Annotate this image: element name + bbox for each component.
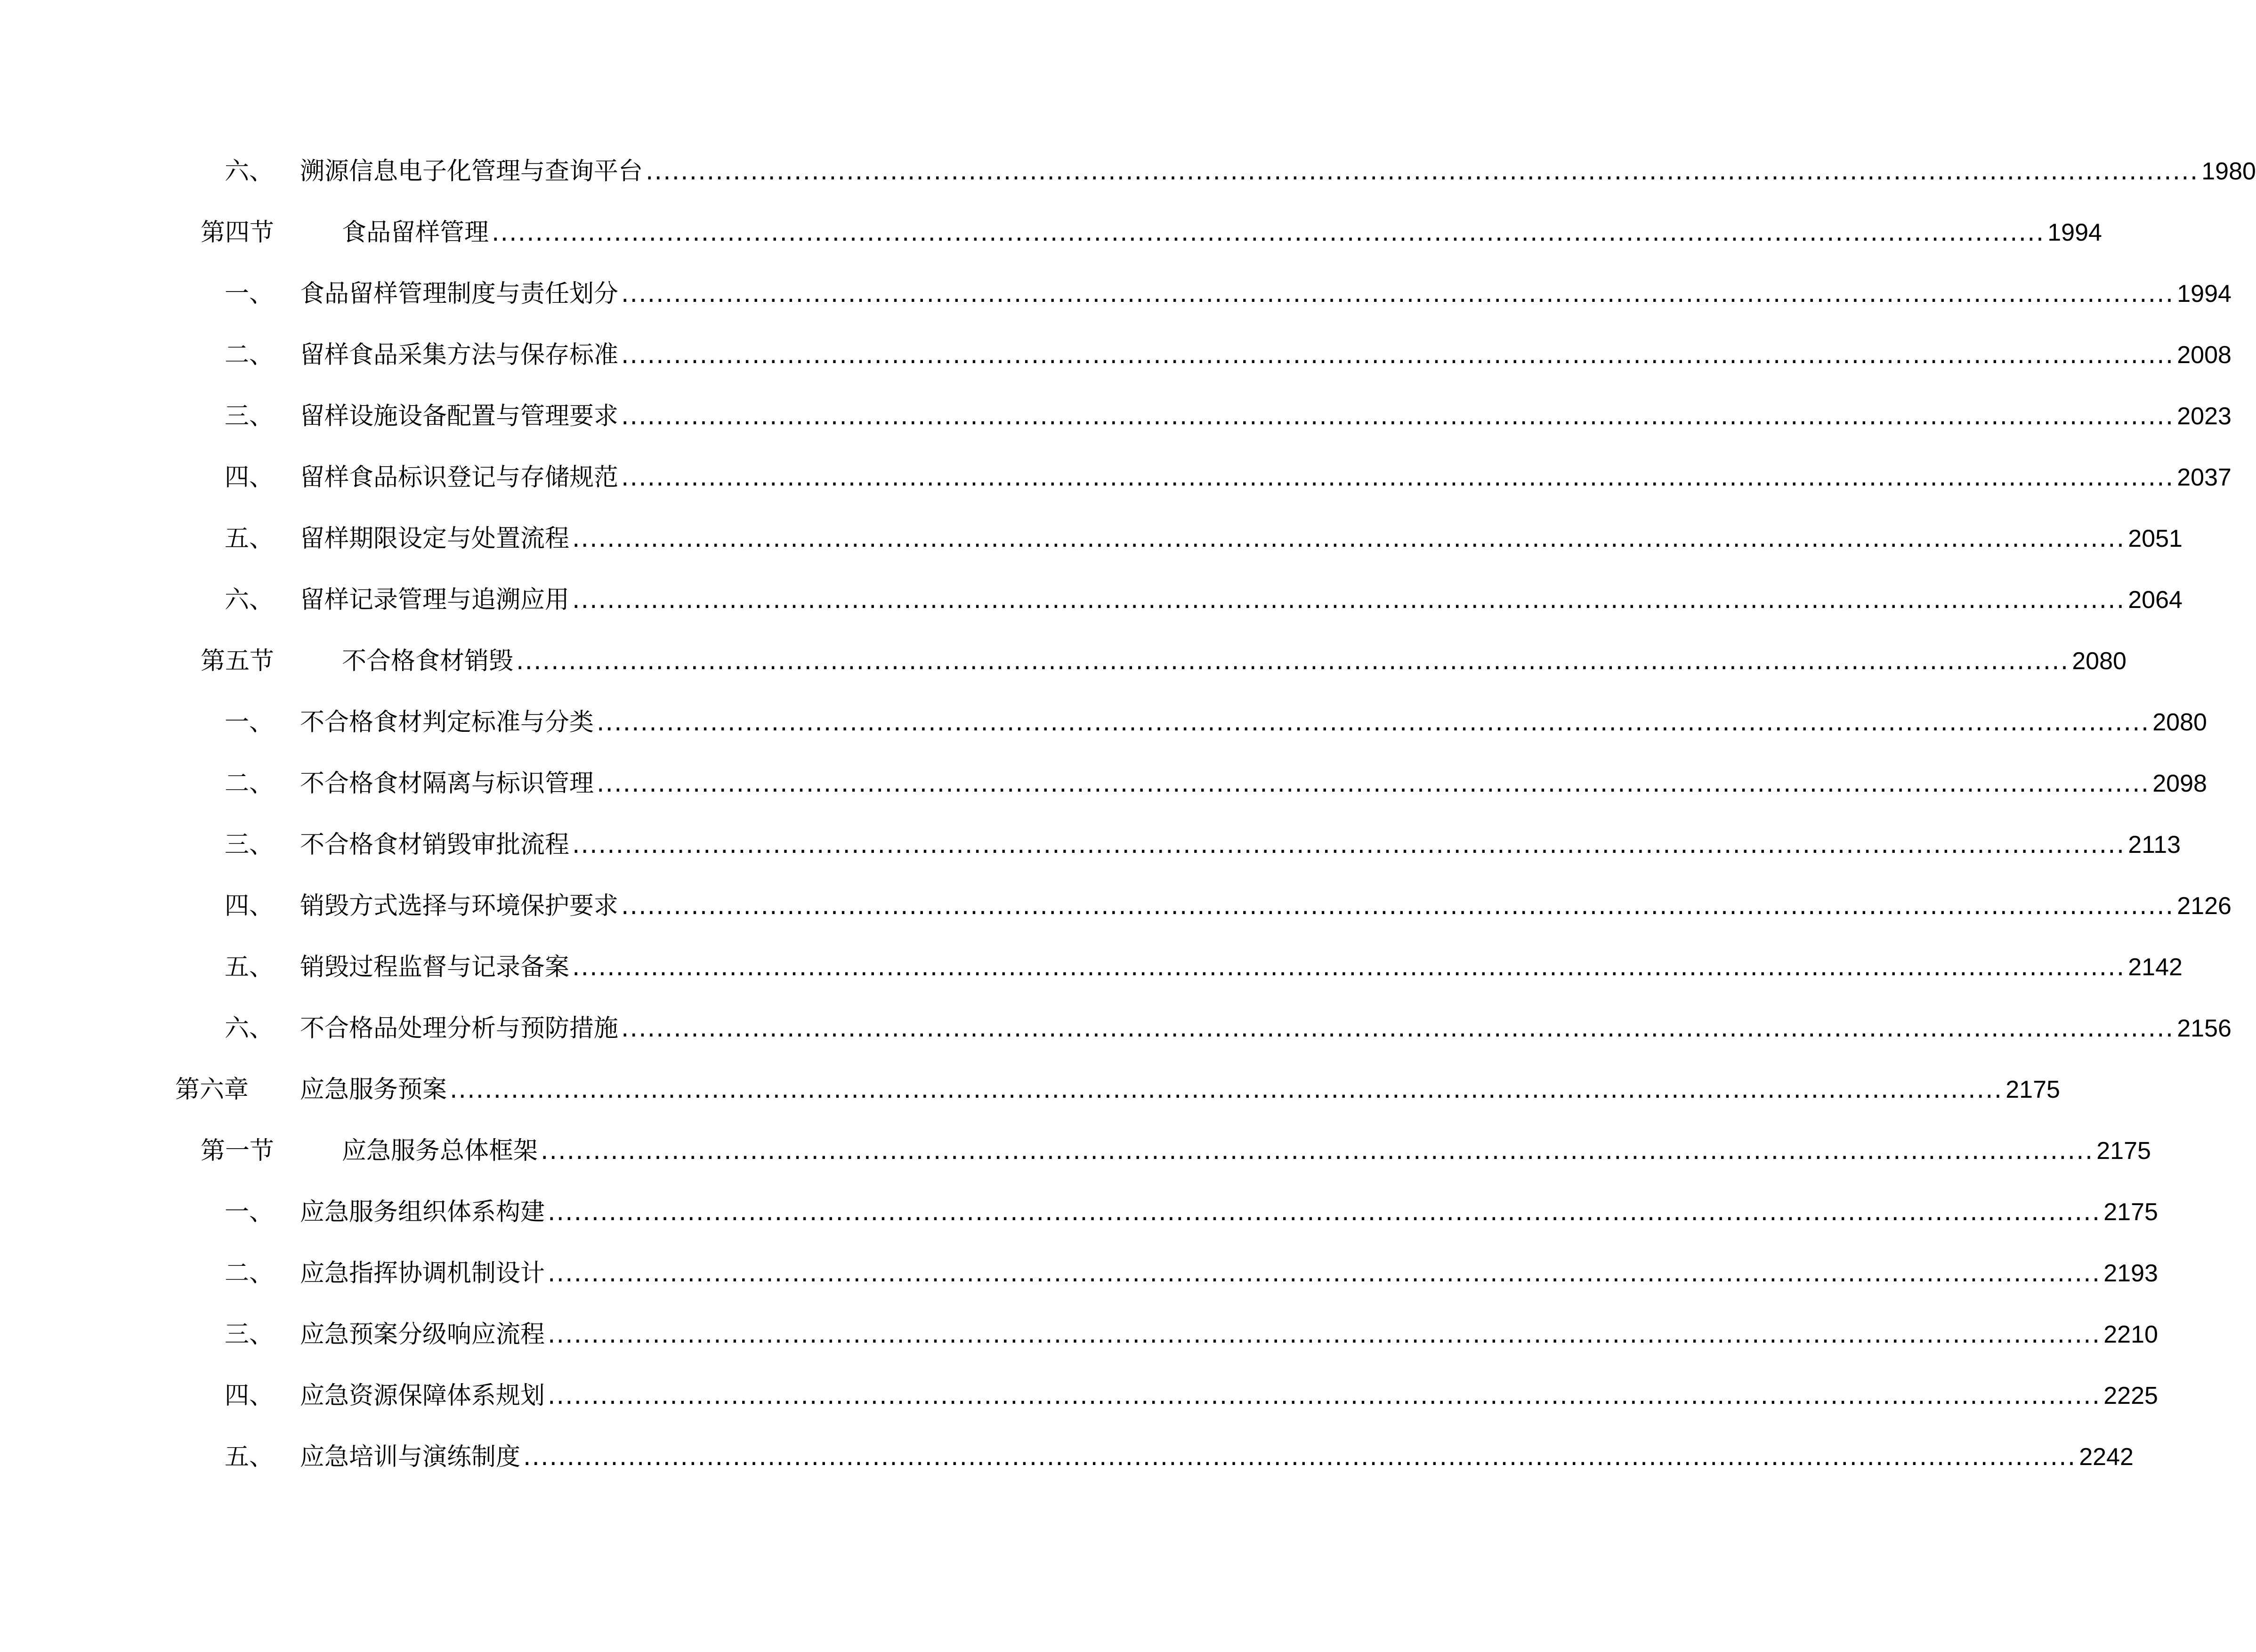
dot-leader: .................................................................................................................................................................................. xyxy=(597,708,2150,737)
toc-entry[interactable] xyxy=(0,1181,2158,1242)
toc-entry-line xyxy=(300,463,2232,492)
toc-entry-title: 留样食品采集方法与保存标准 xyxy=(300,341,619,369)
toc-entry-line xyxy=(300,341,2232,369)
toc-entry[interactable] xyxy=(0,569,2183,630)
toc-entry[interactable] xyxy=(0,1365,2158,1426)
toc-entry-number: 二、 xyxy=(225,341,274,369)
toc-entry-number: 三、 xyxy=(225,402,274,430)
toc-entry-line xyxy=(342,219,2102,247)
toc-entry-line xyxy=(300,1014,2232,1043)
toc-entry-number: 一、 xyxy=(225,1198,274,1226)
toc-entry-number: 六、 xyxy=(225,1014,274,1043)
toc-entry-title: 留样记录管理与追溯应用 xyxy=(300,586,570,614)
toc-entry-title: 留样期限设定与处置流程 xyxy=(300,525,570,553)
toc-entry-line xyxy=(300,831,2181,859)
dot-leader: .................................................................................................................................................................................. xyxy=(548,1320,2101,1349)
toc-entry-page: 2037 xyxy=(2177,464,2232,491)
toc-entry-page: 2225 xyxy=(2103,1382,2158,1409)
dot-leader: .................................................................................................................................................................................. xyxy=(450,1076,2003,1104)
toc-entry[interactable] xyxy=(0,324,2232,385)
toc-entry-line xyxy=(300,402,2232,430)
toc-entry-title: 留样设施设备配置与管理要求 xyxy=(300,402,619,430)
toc-entry-title: 留样食品标识登记与存储规范 xyxy=(300,463,619,492)
toc-entry[interactable] xyxy=(0,814,2181,875)
dot-leader: .................................................................................................................................................................................. xyxy=(548,1259,2101,1288)
toc-entry[interactable] xyxy=(0,691,2207,753)
toc-entry[interactable] xyxy=(0,753,2207,814)
toc-entry-page: 2210 xyxy=(2103,1321,2158,1348)
dot-leader: .................................................................................................................................................................................. xyxy=(572,586,2126,614)
toc-entry-number: 第五节 xyxy=(201,647,275,675)
toc-entry-line xyxy=(300,1198,2158,1226)
toc-entry-number: 六、 xyxy=(225,157,274,186)
toc-entry-page: 1994 xyxy=(2047,219,2102,246)
toc-entry-title: 应急培训与演练制度 xyxy=(300,1443,521,1471)
toc-entry[interactable] xyxy=(0,997,2232,1059)
toc-entry-number: 第六章 xyxy=(175,1076,249,1104)
toc-entry-page: 1980 xyxy=(2201,158,2256,185)
dot-leader: .................................................................................................................................................................................. xyxy=(516,647,2070,675)
dot-leader: .................................................................................................................................................................................. xyxy=(621,892,2175,920)
dot-leader: .................................................................................................................................................................................. xyxy=(572,831,2126,859)
dot-leader: .................................................................................................................................................................................. xyxy=(621,341,2175,369)
toc-entry-title: 食品留样管理制度与责任划分 xyxy=(300,280,619,308)
toc-entry-number: 三、 xyxy=(225,1320,274,1349)
toc-entry-number: 五、 xyxy=(225,525,274,553)
toc-entry-number: 一、 xyxy=(225,280,274,308)
toc-entry-line xyxy=(300,1076,2060,1104)
toc-entry-number: 二、 xyxy=(225,769,274,798)
toc-entry-title: 不合格食材销毁 xyxy=(342,647,514,675)
toc-entry-line xyxy=(300,1320,2158,1349)
dot-leader: .................................................................................................................................................................................. xyxy=(621,280,2175,308)
toc-entry[interactable] xyxy=(0,936,2183,997)
toc-entry-number: 第四节 xyxy=(201,219,275,247)
toc-entry-page: 2023 xyxy=(2177,403,2232,430)
toc-entry-section[interactable] xyxy=(0,630,2127,691)
dot-leader: .................................................................................................................................................................................. xyxy=(572,525,2126,553)
toc-entry-title: 销毁过程监督与记录备案 xyxy=(300,953,570,981)
toc-entry-line xyxy=(300,892,2232,920)
dot-leader: .................................................................................................................................................................................. xyxy=(597,769,2150,798)
toc-entry-page: 2098 xyxy=(2152,770,2207,797)
toc-entry-page: 2156 xyxy=(2177,1015,2232,1042)
dot-leader: .................................................................................................................................................................................. xyxy=(621,402,2175,430)
toc-entry[interactable] xyxy=(0,446,2232,508)
toc-entry-title: 应急预案分级响应流程 xyxy=(300,1320,545,1349)
toc-entry-line xyxy=(300,1443,2134,1471)
toc-entry-title: 不合格食材判定标准与分类 xyxy=(300,708,594,737)
toc-entry-page: 2008 xyxy=(2177,341,2232,369)
toc-entry-title: 应急资源保障体系规划 xyxy=(300,1382,545,1410)
toc-entry-page: 2175 xyxy=(2005,1076,2060,1103)
toc-entry-line xyxy=(300,953,2183,981)
toc-entry[interactable] xyxy=(0,385,2232,446)
toc-entry-number: 四、 xyxy=(225,1382,274,1410)
toc-entry-number: 一、 xyxy=(225,708,274,737)
toc-entry-page: 2080 xyxy=(2152,709,2207,736)
table-of-contents xyxy=(0,140,2256,1487)
toc-entry[interactable] xyxy=(0,140,2256,202)
dot-leader: .................................................................................................................................................................................. xyxy=(572,953,2126,981)
toc-entry-line xyxy=(300,280,2232,308)
toc-entry-title: 溯源信息电子化管理与查询平台 xyxy=(300,157,643,186)
toc-entry-page: 2064 xyxy=(2128,586,2183,614)
toc-entry-title: 食品留样管理 xyxy=(342,219,489,247)
toc-entry-title: 销毁方式选择与环境保护要求 xyxy=(300,892,619,920)
dot-leader: .................................................................................................................................................................................. xyxy=(646,157,2199,186)
toc-entry-number: 四、 xyxy=(225,463,274,492)
toc-entry-page: 2080 xyxy=(2072,648,2127,675)
toc-entry-page: 2142 xyxy=(2128,954,2183,981)
toc-entry-number: 六、 xyxy=(225,586,274,614)
toc-entry-title: 应急服务组织体系构建 xyxy=(300,1198,545,1226)
toc-entry[interactable] xyxy=(0,875,2232,936)
toc-entry-page: 1994 xyxy=(2177,280,2232,308)
toc-entry-number: 二、 xyxy=(225,1259,274,1288)
toc-entry-line xyxy=(342,1137,2151,1165)
toc-entry-page: 2175 xyxy=(2103,1199,2158,1226)
dot-leader: .................................................................................................................................................................................. xyxy=(621,463,2175,492)
dot-leader: .................................................................................................................................................................................. xyxy=(492,219,2045,247)
toc-entry-chapter[interactable] xyxy=(0,1059,2060,1120)
dot-leader: .................................................................................................................................................................................. xyxy=(523,1443,2077,1471)
toc-entry-number: 五、 xyxy=(225,1443,274,1471)
toc-entry-page: 2175 xyxy=(2096,1137,2151,1165)
toc-entry-number: 三、 xyxy=(225,831,274,859)
toc-entry-title: 不合格品处理分析与预防措施 xyxy=(300,1014,619,1043)
toc-entry-page: 2193 xyxy=(2103,1260,2158,1287)
toc-entry-line xyxy=(300,525,2183,553)
dot-leader: .................................................................................................................................................................................. xyxy=(548,1198,2101,1226)
toc-entry-line xyxy=(300,1259,2158,1288)
toc-entry-title: 应急服务总体框架 xyxy=(342,1137,538,1165)
toc-entry-line xyxy=(300,1382,2158,1410)
toc-entry[interactable] xyxy=(0,508,2183,569)
toc-entry-section[interactable] xyxy=(0,202,2102,263)
toc-entry-line xyxy=(300,157,2256,186)
toc-entry-page: 2113 xyxy=(2128,831,2181,858)
toc-entry-title: 不合格食材隔离与标识管理 xyxy=(300,769,594,798)
toc-entry-title: 应急服务预案 xyxy=(300,1076,447,1104)
toc-entry-title: 应急指挥协调机制设计 xyxy=(300,1259,545,1288)
dot-leader: .................................................................................................................................................................................. xyxy=(548,1382,2101,1410)
toc-entry-section[interactable] xyxy=(0,1120,2151,1181)
dot-leader: .................................................................................................................................................................................. xyxy=(541,1137,2094,1165)
toc-entry-line xyxy=(300,769,2207,798)
toc-entry-number: 四、 xyxy=(225,892,274,920)
toc-entry-page: 2051 xyxy=(2128,525,2183,552)
toc-entry[interactable] xyxy=(0,1304,2158,1365)
toc-entry[interactable] xyxy=(0,263,2232,324)
toc-entry-title: 不合格食材销毁审批流程 xyxy=(300,831,570,859)
toc-entry-line xyxy=(300,708,2207,737)
toc-entry-line xyxy=(300,586,2183,614)
toc-entry-line xyxy=(342,647,2127,675)
toc-entry-number: 五、 xyxy=(225,953,274,981)
toc-entry[interactable] xyxy=(0,1426,2134,1487)
toc-entry-page: 2126 xyxy=(2177,892,2232,920)
toc-entry-page: 2242 xyxy=(2079,1443,2134,1471)
toc-entry-number: 第一节 xyxy=(201,1137,275,1165)
dot-leader: .................................................................................................................................................................................. xyxy=(621,1014,2175,1043)
toc-entry[interactable] xyxy=(0,1242,2158,1304)
